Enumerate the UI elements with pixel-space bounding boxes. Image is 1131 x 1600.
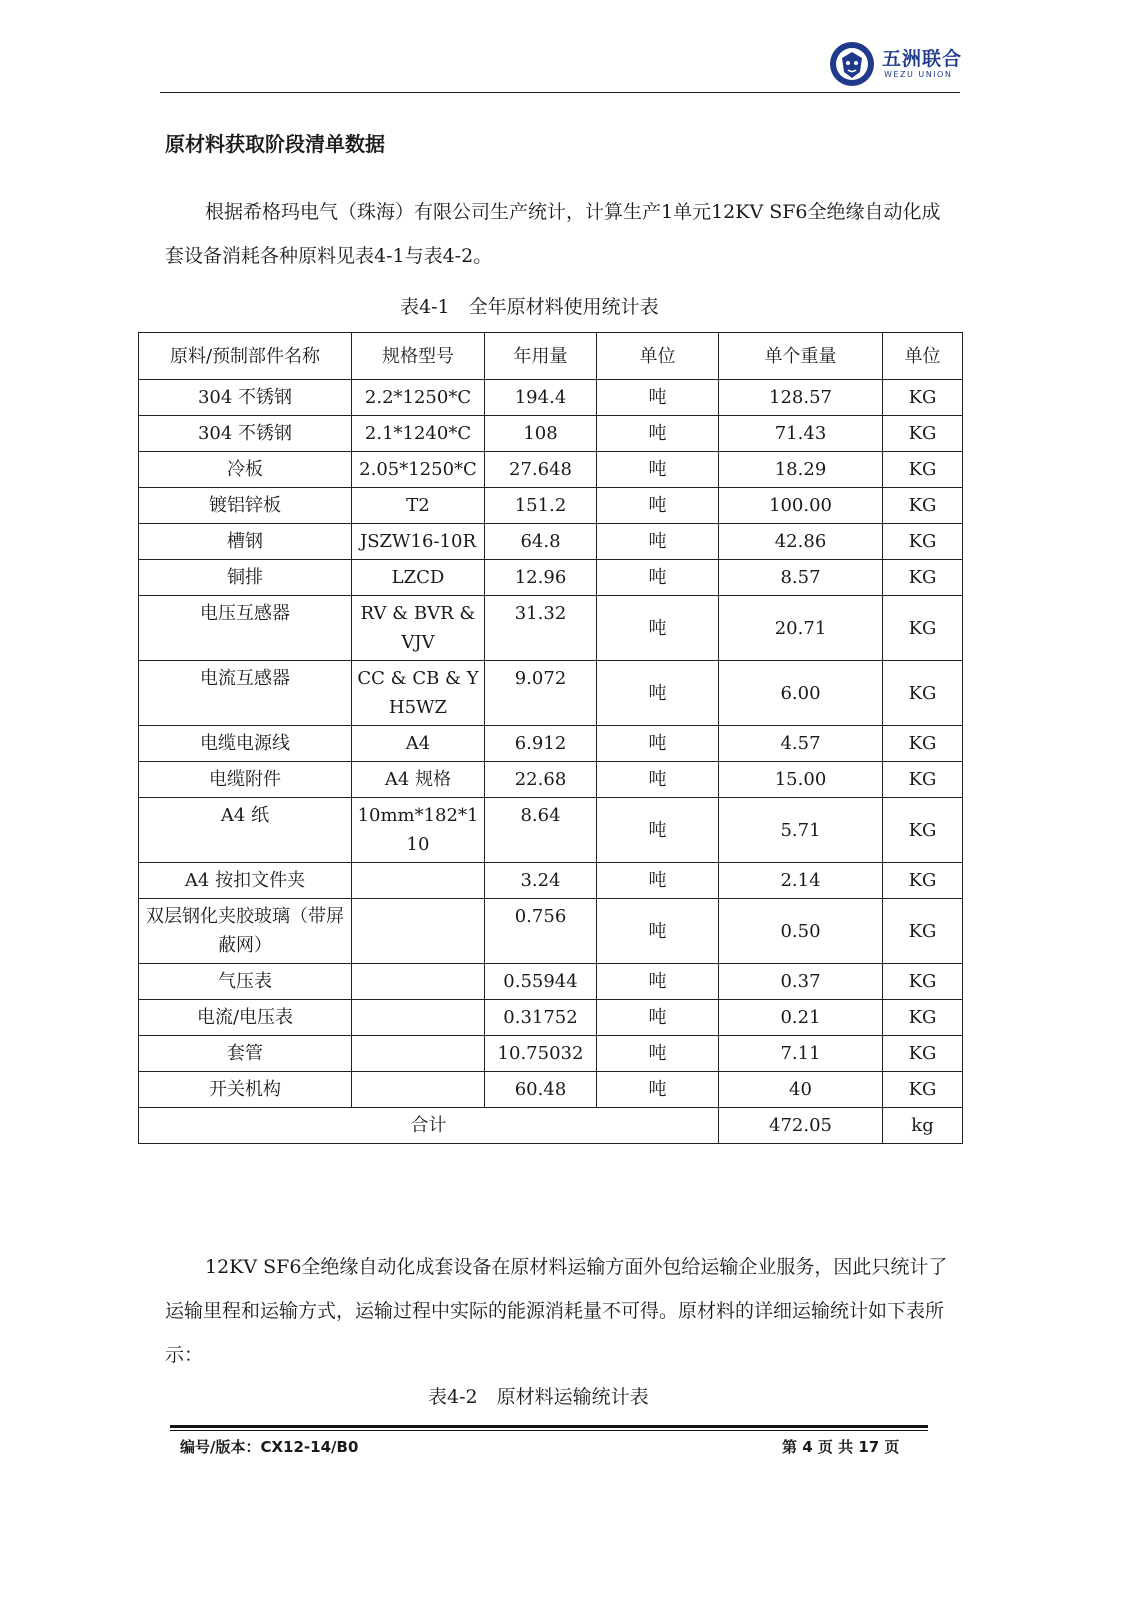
cell-unit-weight: 15.00 <box>719 762 883 798</box>
header-usage-unit: 单位 <box>597 333 719 380</box>
cell-usage-unit: 吨 <box>597 964 719 1000</box>
cell-material-name: 电流/电压表 <box>139 1000 352 1036</box>
cell-specification: LZCD <box>352 560 485 596</box>
cell-unit-weight: 128.57 <box>719 380 883 416</box>
cell-annual-usage: 31.32 <box>485 596 597 661</box>
table-row <box>139 863 963 899</box>
table-row <box>139 488 963 524</box>
cell-annual-usage: 0.55944 <box>485 964 597 1000</box>
table2-caption: 表4-2 原材料运输统计表 <box>428 1386 649 1408</box>
cell-annual-usage: 0.756 <box>485 899 597 964</box>
cell-annual-usage: 108 <box>485 416 597 452</box>
cell-weight-unit: KG <box>883 560 963 596</box>
raw-material-usage-table <box>138 332 963 1144</box>
cell-usage-unit: 吨 <box>597 560 719 596</box>
cell-material-name: 电缆附件 <box>139 762 352 798</box>
table-row <box>139 899 963 964</box>
cell-usage-unit: 吨 <box>597 1036 719 1072</box>
table-row <box>139 1036 963 1072</box>
transport-paragraph: 12KV SF6全绝缘自动化成套设备在原材料运输方面外包给运输企业服务，因此只统计了运输里程和运输方式，运输过程中实际的能源消耗量不可得。原材料的详细运输统计如下表所示： <box>165 1256 948 1366</box>
cell-specification <box>352 964 485 1000</box>
cell-unit-weight: 0.37 <box>719 964 883 1000</box>
table-row <box>139 452 963 488</box>
header-unit-weight: 单个重量 <box>719 333 883 380</box>
cell-unit-weight: 6.00 <box>719 661 883 726</box>
cell-material-name: 铜排 <box>139 560 352 596</box>
table-row <box>139 798 963 863</box>
cell-weight-unit: KG <box>883 1036 963 1072</box>
cell-material-name: A4 纸 <box>139 798 352 863</box>
table-row <box>139 1072 963 1108</box>
document-version: 编号/版本：CX12-14/B0 <box>180 1438 359 1456</box>
cell-weight-unit: KG <box>883 416 963 452</box>
cell-annual-usage: 10.75032 <box>485 1036 597 1072</box>
cell-specification: CC & CB & YH5WZ <box>352 661 485 726</box>
cell-material-name: 镀铝锌板 <box>139 488 352 524</box>
header-rule <box>160 92 960 93</box>
header-specification: 规格型号 <box>352 333 485 380</box>
table-row <box>139 416 963 452</box>
cell-material-name: 电压互感器 <box>139 596 352 661</box>
cell-specification: A4 规格 <box>352 762 485 798</box>
cell-weight-unit: KG <box>883 380 963 416</box>
cell-annual-usage: 6.912 <box>485 726 597 762</box>
cell-annual-usage: 22.68 <box>485 762 597 798</box>
table-row <box>139 560 963 596</box>
cell-usage-unit: 吨 <box>597 452 719 488</box>
cell-weight-unit: KG <box>883 863 963 899</box>
cell-specification <box>352 1072 485 1108</box>
table-row <box>139 762 963 798</box>
cell-specification: 2.05*1250*C <box>352 452 485 488</box>
cell-unit-weight: 40 <box>719 1072 883 1108</box>
cell-specification: 10mm*182*110 <box>352 798 485 863</box>
cell-specification: 2.1*1240*C <box>352 416 485 452</box>
table-row <box>139 380 963 416</box>
cell-unit-weight: 5.71 <box>719 798 883 863</box>
cell-specification <box>352 1036 485 1072</box>
intro-paragraph: 根据希格玛电气（珠海）有限公司生产统计，计算生产1单元12KV SF6全绝缘自动化成套设备消耗各种原料见表4-1与表4-2。 <box>165 201 941 267</box>
cell-material-name: 套管 <box>139 1036 352 1072</box>
footer-rule-thick <box>170 1425 928 1428</box>
table1-caption: 表4-1 全年原材料使用统计表 <box>400 296 659 318</box>
cell-material-name: 304 不锈钢 <box>139 380 352 416</box>
table-row <box>139 524 963 560</box>
cell-usage-unit: 吨 <box>597 416 719 452</box>
cell-material-name: A4 按扣文件夹 <box>139 863 352 899</box>
company-logo <box>828 38 963 90</box>
cell-specification: JSZW16-10R <box>352 524 485 560</box>
cell-weight-unit: KG <box>883 661 963 726</box>
cell-usage-unit: 吨 <box>597 863 719 899</box>
cell-material-name: 电流互感器 <box>139 661 352 726</box>
cell-usage-unit: 吨 <box>597 596 719 661</box>
logo-english-text: WEZU UNION <box>884 70 953 79</box>
table-row <box>139 596 963 661</box>
header-weight-unit: 单位 <box>883 333 963 380</box>
cell-unit-weight: 0.50 <box>719 899 883 964</box>
cell-unit-weight: 4.57 <box>719 726 883 762</box>
total-value: 472.05 <box>719 1108 883 1144</box>
logo-chinese-text: 五洲联合 <box>882 48 963 70</box>
table-row <box>139 964 963 1000</box>
cell-usage-unit: 吨 <box>597 524 719 560</box>
cell-weight-unit: KG <box>883 452 963 488</box>
cell-unit-weight: 100.00 <box>719 488 883 524</box>
cell-material-name: 304 不锈钢 <box>139 416 352 452</box>
cell-annual-usage: 151.2 <box>485 488 597 524</box>
cell-annual-usage: 27.648 <box>485 452 597 488</box>
lion-shield-icon <box>828 40 876 88</box>
header-annual-usage: 年用量 <box>485 333 597 380</box>
cell-specification <box>352 899 485 964</box>
cell-annual-usage: 12.96 <box>485 560 597 596</box>
total-row <box>139 1108 963 1144</box>
cell-annual-usage: 194.4 <box>485 380 597 416</box>
total-label: 合计 <box>139 1108 719 1144</box>
cell-usage-unit: 吨 <box>597 726 719 762</box>
cell-usage-unit: 吨 <box>597 899 719 964</box>
cell-usage-unit: 吨 <box>597 488 719 524</box>
cell-unit-weight: 42.86 <box>719 524 883 560</box>
cell-weight-unit: KG <box>883 762 963 798</box>
table-row <box>139 1000 963 1036</box>
cell-material-name: 气压表 <box>139 964 352 1000</box>
cell-weight-unit: KG <box>883 798 963 863</box>
cell-annual-usage: 0.31752 <box>485 1000 597 1036</box>
cell-weight-unit: KG <box>883 726 963 762</box>
cell-material-name: 电缆电源线 <box>139 726 352 762</box>
cell-unit-weight: 0.21 <box>719 1000 883 1036</box>
cell-specification <box>352 1000 485 1036</box>
cell-annual-usage: 3.24 <box>485 863 597 899</box>
cell-usage-unit: 吨 <box>597 661 719 726</box>
cell-specification <box>352 863 485 899</box>
cell-usage-unit: 吨 <box>597 762 719 798</box>
table-header-row <box>139 333 963 380</box>
header-material-name: 原料/预制部件名称 <box>139 333 352 380</box>
cell-weight-unit: KG <box>883 1072 963 1108</box>
cell-specification: 2.2*1250*C <box>352 380 485 416</box>
section-title: 原材料获取阶段清单数据 <box>165 132 385 156</box>
table-row <box>139 661 963 726</box>
cell-usage-unit: 吨 <box>597 1072 719 1108</box>
cell-unit-weight: 8.57 <box>719 560 883 596</box>
cell-annual-usage: 60.48 <box>485 1072 597 1108</box>
footer-rule-thin <box>170 1430 928 1431</box>
cell-usage-unit: 吨 <box>597 798 719 863</box>
cell-weight-unit: KG <box>883 1000 963 1036</box>
cell-unit-weight: 71.43 <box>719 416 883 452</box>
cell-unit-weight: 7.11 <box>719 1036 883 1072</box>
cell-specification: T2 <box>352 488 485 524</box>
cell-weight-unit: KG <box>883 524 963 560</box>
cell-specification: A4 <box>352 726 485 762</box>
cell-weight-unit: KG <box>883 596 963 661</box>
cell-weight-unit: KG <box>883 488 963 524</box>
cell-usage-unit: 吨 <box>597 1000 719 1036</box>
cell-material-name: 槽钢 <box>139 524 352 560</box>
cell-annual-usage: 64.8 <box>485 524 597 560</box>
cell-weight-unit: KG <box>883 899 963 964</box>
cell-unit-weight: 18.29 <box>719 452 883 488</box>
total-unit: kg <box>883 1108 963 1144</box>
page-number: 第 4 页 共 17 页 <box>782 1438 900 1456</box>
cell-material-name: 冷板 <box>139 452 352 488</box>
cell-unit-weight: 2.14 <box>719 863 883 899</box>
cell-specification: RV & BVR & VJV <box>352 596 485 661</box>
cell-material-name: 开关机构 <box>139 1072 352 1108</box>
cell-usage-unit: 吨 <box>597 380 719 416</box>
cell-annual-usage: 8.64 <box>485 798 597 863</box>
cell-weight-unit: KG <box>883 964 963 1000</box>
cell-annual-usage: 9.072 <box>485 661 597 726</box>
table-row <box>139 726 963 762</box>
cell-unit-weight: 20.71 <box>719 596 883 661</box>
cell-material-name: 双层钢化夹胶玻璃（带屏蔽网） <box>139 899 352 964</box>
